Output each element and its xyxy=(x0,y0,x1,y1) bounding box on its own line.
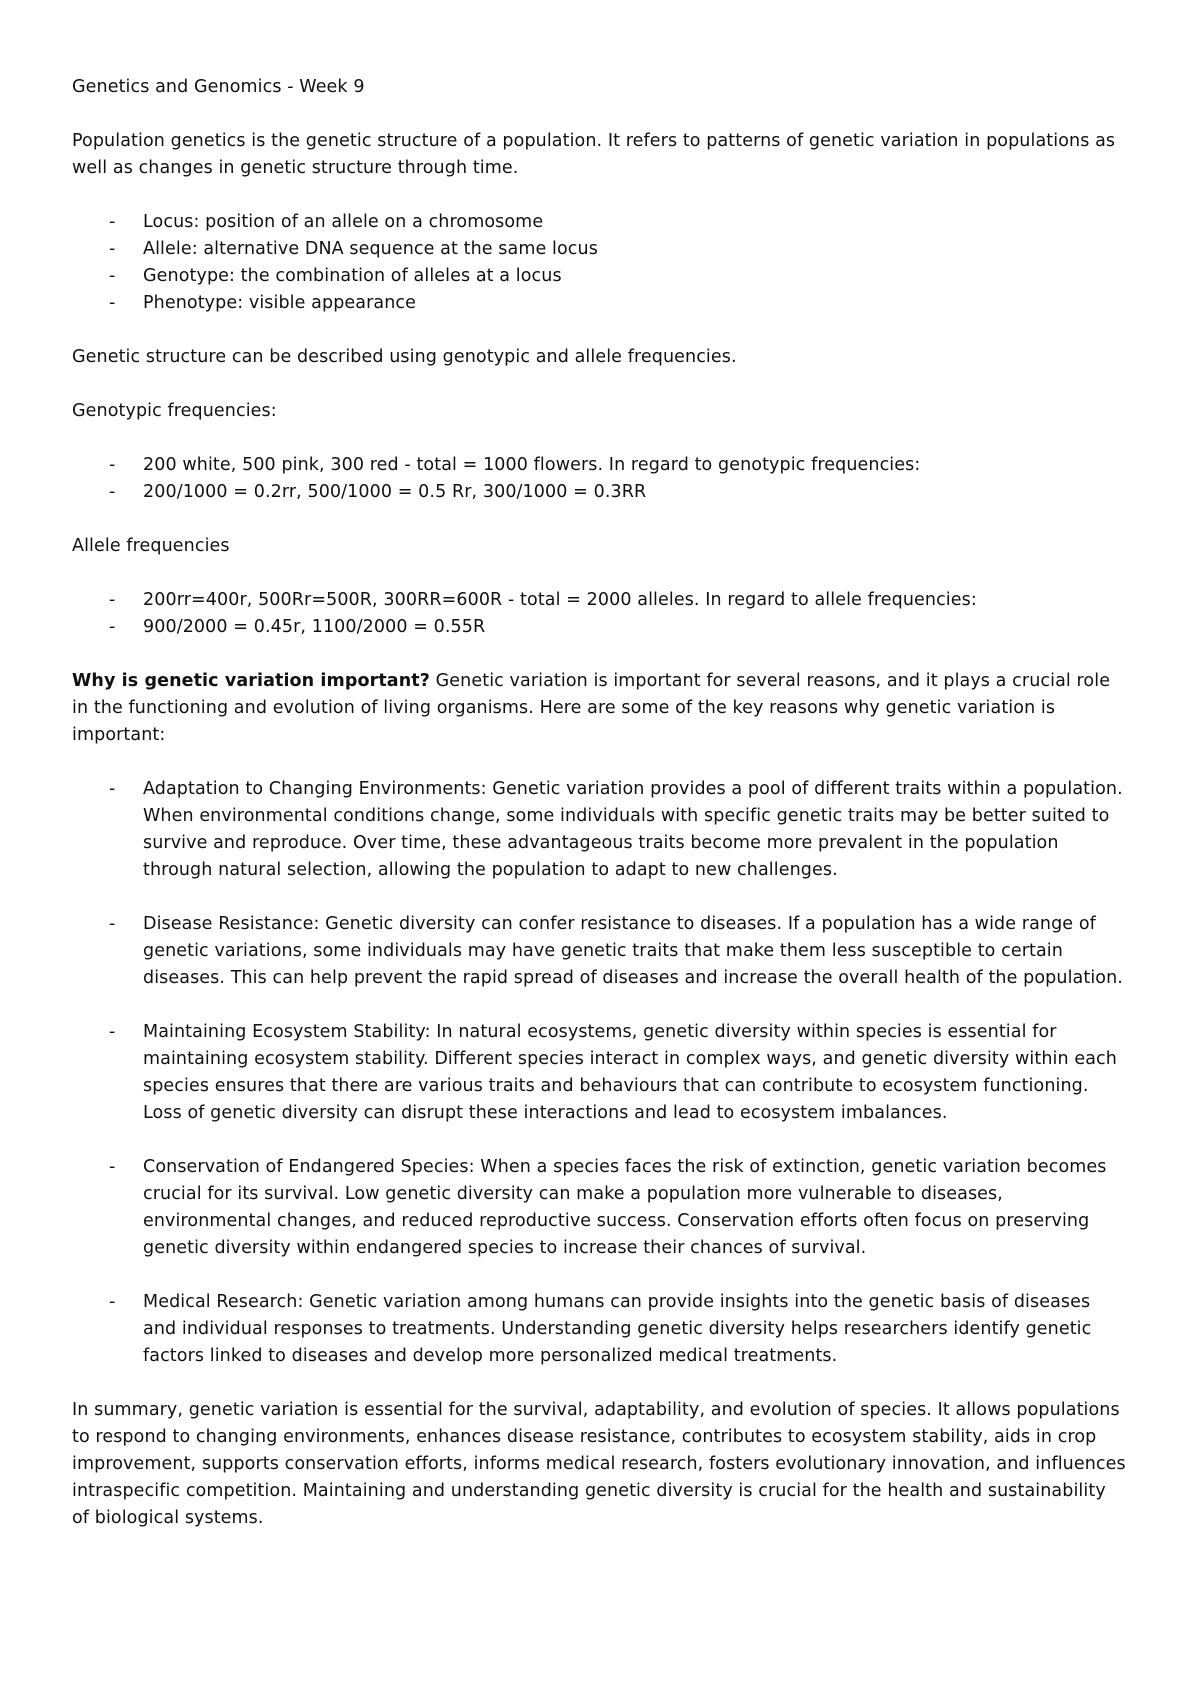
allele-list xyxy=(72,587,1128,641)
intro-paragraph: Population genetics is the genetic structure of a population. It refers to patterns of genetic variation in populations as well as changes in genetic structure through time. xyxy=(72,131,1116,178)
list-item: - 900/2000 = 0.45r, 1100/2000 = 0.55R xyxy=(72,614,1128,641)
list-item: - Genotype: the combination of alleles at a locus xyxy=(72,263,1128,290)
definitions-list xyxy=(72,209,1128,317)
reasons-list xyxy=(72,776,1128,1370)
genotypic-heading: Genotypic frequencies: xyxy=(72,401,277,421)
list-item: - Disease Resistance: Genetic diversity can confer resistance to diseases. If a population has a wide range of genetic variations, some individuals may have genetic traits that make them less susceptible to certain diseases. This can help prevent the rapid spread of diseases and increase the overall health of the population. xyxy=(72,911,1128,992)
list-item: - Locus: position of an allele on a chromosome xyxy=(72,209,1128,236)
why-paragraph xyxy=(72,668,1128,749)
genotypic-list xyxy=(72,452,1128,506)
allele-heading: Allele frequencies xyxy=(72,536,230,556)
summary-paragraph: In summary, genetic variation is essential for the survival, adaptability, and evolution of species. It allows populations to respond to changing environments, enhances disease resistance, contributes to ecosystem stability, aids in crop improvement, supports conservation efforts, informs medical research, fosters evolutionary innovation, and influences intraspecific competition. Maintaining and understanding genetic diversity is crucial for the health and sustainability of biological systems. xyxy=(72,1400,1126,1528)
list-item: - Allele: alternative DNA sequence at the same locus xyxy=(72,236,1128,263)
list-item: - 200/1000 = 0.2rr, 500/1000 = 0.5 Rr, 300/1000 = 0.3RR xyxy=(72,479,1128,506)
list-item: - Medical Research: Genetic variation among humans can provide insights into the genetic basis of diseases and individual responses to treatments. Understanding genetic diversity helps researchers identify genetic factors linked to diseases and develop more personalized medical treatments. xyxy=(72,1289,1128,1370)
structure-paragraph: Genetic structure can be described using genotypic and allele frequencies. xyxy=(72,347,737,367)
list-item: - Adaptation to Changing Environments: Genetic variation provides a pool of different traits within a population. When environmental conditions change, some individuals with specific genetic traits may be better suited to survive and reproduce. Over time, these advantageous traits become more prevalent in the population through natural selection, allowing the population to adapt to new challenges. xyxy=(72,776,1128,884)
list-item: - Maintaining Ecosystem Stability: In natural ecosystems, genetic diversity within species is essential for maintaining ecosystem stability. Different species interact in complex ways, and genetic diversity within each species ensures that there are various traits and behaviours that can contribute to ecosystem functioning. Loss of genetic diversity can disrupt these interactions and lead to ecosystem imbalances. xyxy=(72,1019,1128,1127)
why-question: Why is genetic variation important? xyxy=(72,671,430,691)
document-title: Genetics and Genomics - Week 9 xyxy=(72,77,365,97)
list-item: - 200rr=400r, 500Rr=500R, 300RR=600R - total = 2000 alleles. In regard to allele frequencies: xyxy=(72,587,1128,614)
why-answer: Genetic variation is important for several reasons, and it plays a crucial role in the functioning and evolution of living organisms. Here are some of the key reasons why genetic variation is important: xyxy=(72,671,1111,745)
list-item: - Conservation of Endangered Species: When a species faces the risk of extinction, genetic variation becomes crucial for its survival. Low genetic diversity can make a population more vulnerable to diseases, environmental changes, and reduced reproductive success. Conservation efforts often focus on preserving genetic diversity within endangered species to increase their chances of survival. xyxy=(72,1154,1128,1262)
list-item: - 200 white, 500 pink, 300 red - total = 1000 flowers. In regard to genotypic frequencies: xyxy=(72,452,1128,479)
list-item: - Phenotype: visible appearance xyxy=(72,290,1128,317)
